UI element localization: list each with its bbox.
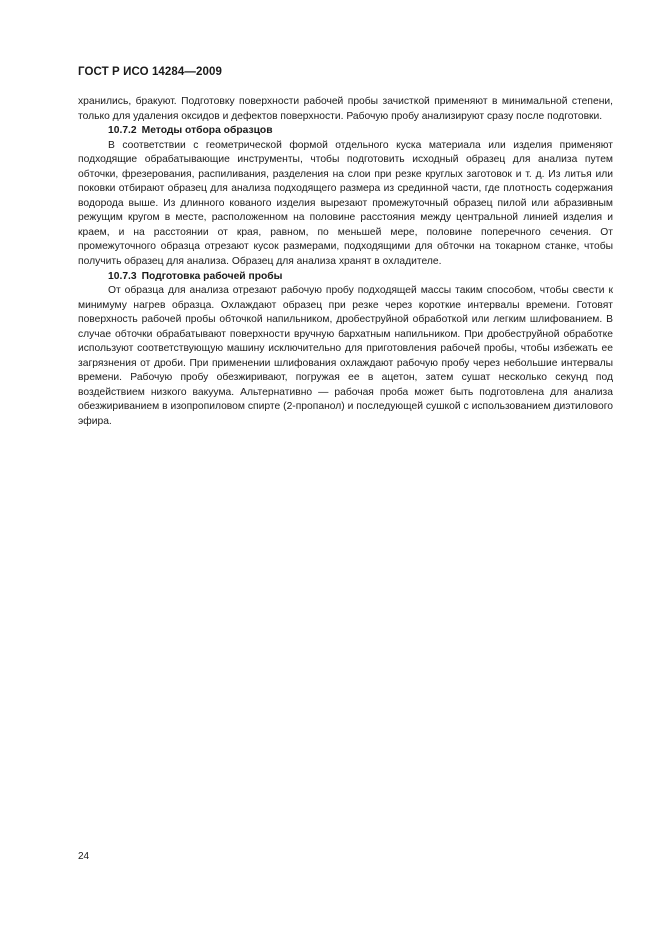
section-heading-10-7-3 [78, 270, 613, 285]
section-paragraph-10-7-2: В соответствии с геометрической формой отдельного куска материала или изделия применяют подходящие обрабатывающие инструменты, чтобы подготовить исходный образец для анализа путем обточки, фрезерования, распиливания, разделения на слои при резке круглых заготовок и т. д. Из литья или поковки отбирают образец для анализа подходящего размера из срединной части, где плотность содержания водорода выше. Из длинного кованого изделия вырезают промежуточный образец пилой или абразивным режущим кругом в месте, расположенном на половине расстояния между центральной линией изделия и краем, и на расстоянии от края, равном, по меньшей мере, половине поперечного сечения. От промежуточного образца отрезают кусок размерами, подходящими для обточки на токарном станке, чтобы получить образец для анализа. Образец для анализа хранят в охладителе. [78, 139, 613, 268]
intro-paragraph: хранились, бракуют. Подготовку поверхности рабочей пробы зачисткой применяют в минимальной степени, только для удаления оксидов и дефектов поверхности. Рабочую пробу анализируют сразу после подготовки. [78, 96, 613, 122]
section-heading-10-7-2 [78, 124, 613, 139]
section-title: Методы отбора образцов [141, 125, 273, 137]
section-paragraph-10-7-3: От образца для анализа отрезают рабочую пробу подходящей массы таким способом, чтобы свести к минимуму нагрев образца. Охлаждают образец при резке через короткие интервалы времени. Готовят поверхность рабочей пробы обточкой напильником, дробеструйной обработкой или легким шлифованием. В случае обточки обрабатывают поверхности вручную бархатным напильником. При дробеструйной обработке используют соответствующую машину исключительно для приготовления рабочей пробы, чтобы избежать ее загрязнения от дроби. При применении шлифования охлаждают рабочую пробу через небольшие интервалы времени. Рабочую пробу обезжиривают, погружая ее в ацетон, затем сушат несколько секунд под воздействием низкого вакуума. Альтернативно — рабочая проба может быть подготовлена для анализа обезжириванием в изопропиловом спирте (2-пропанол) и последующей сушкой с использованием диэтилового эфира. [78, 285, 613, 428]
page-number: 24 [78, 851, 90, 862]
section-number: 10.7.2 [108, 125, 137, 137]
section-title: Подготовка рабочей пробы [141, 270, 283, 282]
document-body [78, 95, 613, 430]
document-header: ГОСТ Р ИСО 14284—2009 [78, 66, 223, 78]
section-number: 10.7.3 [108, 270, 137, 282]
